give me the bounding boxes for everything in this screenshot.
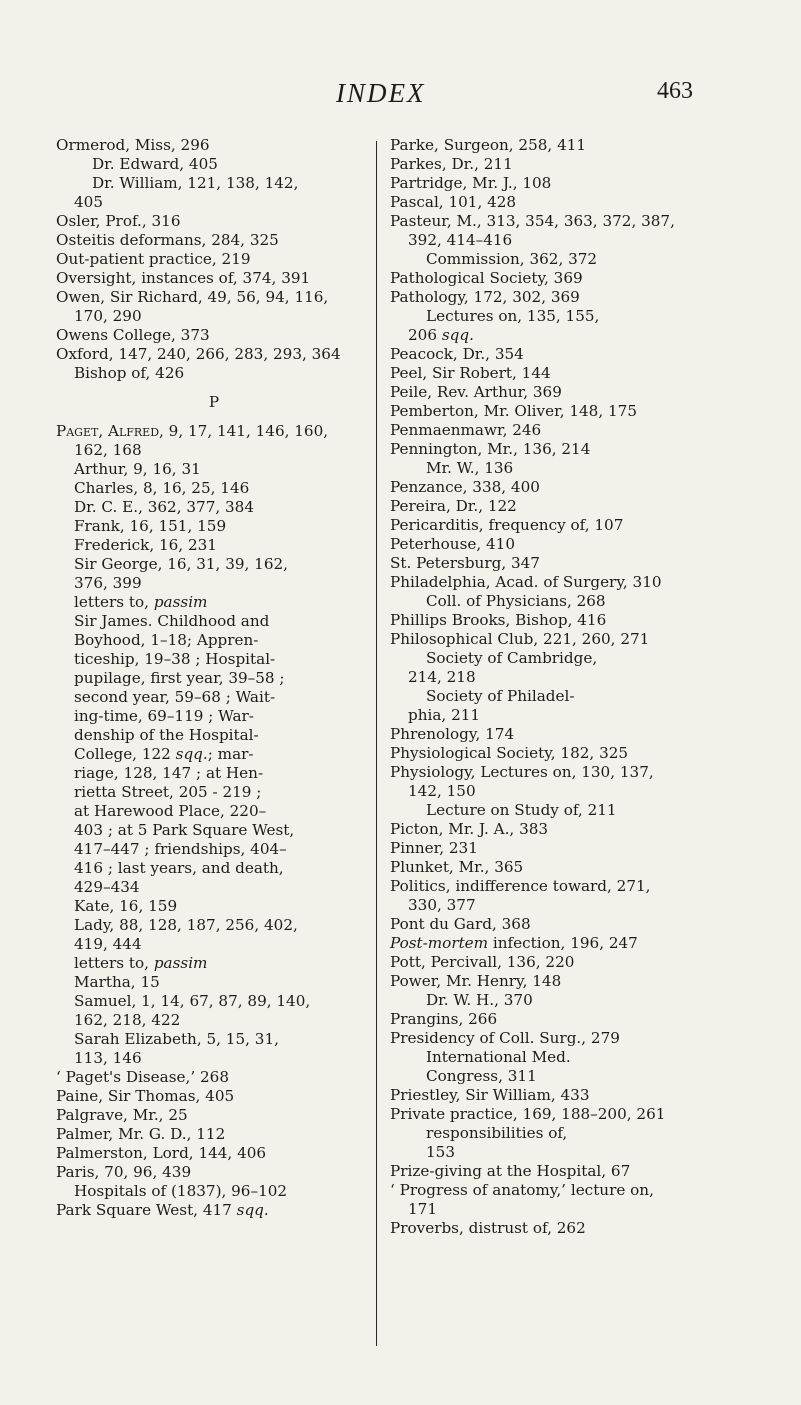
index-continuation: 376, 399	[74, 574, 142, 592]
entry-text: 206	[408, 326, 442, 344]
index-continuation: 330, 377	[408, 896, 476, 914]
index-entry	[56, 1201, 372, 1220]
index-entry: Phillips Brooks, Bishop, 416	[390, 611, 607, 629]
index-entry: Plunket, Mr., 365	[390, 858, 524, 876]
index-continuation: 429–434	[74, 878, 140, 896]
index-continuation: Boyhood, 1–18; Appren-	[74, 631, 259, 649]
entry-italic: passim	[153, 593, 208, 611]
index-continuation	[390, 326, 726, 345]
column-divider	[376, 141, 377, 1346]
index-entry: Palmerston, Lord, 144, 406	[56, 1144, 267, 1162]
index-entry: Pinner, 231	[390, 839, 478, 857]
index-continuation: 416 ; last years, and death,	[74, 859, 284, 877]
index-entry: Peacock, Dr., 354	[390, 345, 524, 363]
index-entry: Private practice, 169, 188–200, 261	[390, 1105, 666, 1123]
index-entry: Partridge, Mr. J., 108	[390, 174, 552, 192]
index-continuation: 113, 146	[74, 1049, 142, 1067]
index-continuation: 214, 218	[408, 668, 476, 686]
index-subentry: Society of Cambridge,	[426, 649, 598, 667]
index-subentry: Sir James. Childhood and	[74, 612, 270, 630]
index-entry: Prangins, 266	[390, 1010, 498, 1028]
index-entry: Pemberton, Mr. Oliver, 148, 175	[390, 402, 637, 420]
index-entry: Priestley, Sir William, 433	[390, 1086, 590, 1104]
index-continuation: 403 ; at 5 Park Square West,	[74, 821, 295, 839]
index-continuation: 417–447 ; friendships, 404–	[74, 840, 287, 858]
index-entry: Osler, Prof., 316	[56, 212, 181, 230]
index-entry	[56, 422, 372, 441]
index-continuation: second year, 59–68 ; Wait-	[74, 688, 276, 706]
index-entry: Philosophical Club, 221, 260, 271	[390, 630, 650, 648]
index-subentry: Commission, 362, 372	[426, 250, 598, 268]
index-continuation: 392, 414–416	[408, 231, 513, 249]
index-entry: St. Petersburg, 347	[390, 554, 540, 572]
entry-italic: sqq.	[236, 1201, 269, 1219]
index-continuation: ticeship, 19–38 ; Hospital-	[74, 650, 276, 668]
index-subentry: Samuel, 1, 14, 67, 87, 89, 140,	[74, 992, 311, 1010]
index-entry: Parke, Surgeon, 258, 411	[390, 136, 587, 154]
index-subentry: Dr. Edward, 405	[92, 155, 218, 173]
index-entry: Osteitis deformans, 284, 325	[56, 231, 279, 249]
index-subentry: Lecture on Study of, 211	[426, 801, 617, 819]
index-entry: Phrenology, 174	[390, 725, 515, 743]
index-entry: Pennington, Mr., 136, 214	[390, 440, 591, 458]
index-subentry: Frederick, 16, 231	[74, 536, 217, 554]
entry-italic: sqq.	[175, 745, 208, 763]
index-entry: Pereira, Dr., 122	[390, 497, 517, 515]
entry-pages: 9, 17, 141, 146, 160,	[163, 422, 329, 440]
index-entry: Owens College, 373	[56, 326, 210, 344]
index-subentry	[56, 954, 372, 973]
index-entry: Proverbs, distrust of, 262	[390, 1219, 586, 1237]
index-continuation: phia, 211	[408, 706, 481, 724]
index-entry: Picton, Mr. J. A., 383	[390, 820, 549, 838]
index-entry: Paine, Sir Thomas, 405	[56, 1087, 235, 1105]
page-number: 463	[657, 78, 693, 104]
index-entry: Philadelphia, Acad. of Surgery, 310	[390, 573, 662, 591]
index-entry: Power, Mr. Henry, 148	[390, 972, 562, 990]
index-entry: Politics, indifference toward, 271,	[390, 877, 651, 895]
index-subentry: Dr. C. E., 362, 377, 384	[74, 498, 255, 516]
index-entry: Pascal, 101, 428	[390, 193, 517, 211]
index-continuation: 142, 150	[408, 782, 476, 800]
index-entry: Out-patient practice, 219	[56, 250, 251, 268]
entry-italic: passim	[153, 954, 208, 972]
entry-text: letters to,	[74, 593, 154, 611]
index-continuation: Congress, 311	[426, 1067, 537, 1085]
entry-text: infection, 196, 247	[488, 934, 638, 952]
index-subentry: Kate, 16, 159	[74, 897, 178, 915]
index-subentry: responsibilities of,	[426, 1124, 568, 1142]
index-entry: Physiological Society, 182, 325	[390, 744, 629, 762]
index-continuation: 419, 444	[74, 935, 142, 953]
index-subentry	[56, 593, 372, 612]
index-continuation: pupilage, first year, 39–58 ;	[74, 669, 285, 687]
page-header	[0, 78, 801, 118]
index-entry: Pathological Society, 369	[390, 269, 583, 287]
index-entry: Pasteur, M., 313, 354, 363, 372, 387,	[390, 212, 675, 230]
index-entry: Oversight, instances of, 374, 391	[56, 269, 311, 287]
index-entry: Prize-giving at the Hospital, 67	[390, 1162, 631, 1180]
index-entry: Oxford, 147, 240, 266, 283, 293, 364	[56, 345, 341, 363]
index-continuation: at Harewood Place, 220–	[74, 802, 267, 820]
entry-heading-smallcaps: Paget, Alfred,	[56, 422, 164, 440]
index-entry: Presidency of Coll. Surg., 279	[390, 1029, 620, 1047]
index-entry: Paris, 70, 96, 439	[56, 1163, 192, 1181]
index-continuation: ing-time, 69–119 ; War-	[74, 707, 254, 725]
index-entry: Peterhouse, 410	[390, 535, 516, 553]
index-entry: Parkes, Dr., 211	[390, 155, 513, 173]
index-continuation: 162, 168	[74, 441, 142, 459]
index-entry: Pott, Percivall, 136, 220	[390, 953, 575, 971]
index-subentry: Arthur, 9, 16, 31	[74, 460, 201, 478]
index-column-right	[390, 136, 726, 1238]
index-subentry: Martha, 15	[74, 973, 160, 991]
index-continuation: 162, 218, 422	[74, 1011, 181, 1029]
running-head: INDEX	[336, 78, 426, 108]
index-entry: Physiology, Lectures on, 130, 137,	[390, 763, 654, 781]
entry-text: ; mar-	[207, 745, 254, 763]
index-entry: Ormerod, Miss, 296	[56, 136, 210, 154]
entry-italic: sqq.	[441, 326, 474, 344]
index-entry: Pathology, 172, 302, 369	[390, 288, 580, 306]
index-entry	[390, 934, 726, 953]
index-entry: Peile, Rev. Arthur, 369	[390, 383, 562, 401]
index-subentry: Dr. W. H., 370	[426, 991, 533, 1009]
entry-italic: Post-mortem	[390, 934, 489, 952]
entry-text: letters to,	[74, 954, 154, 972]
index-entry: Penzance, 338, 400	[390, 478, 540, 496]
index-subentry: Lectures on, 135, 155,	[426, 307, 600, 325]
index-entry: Pont du Gard, 368	[390, 915, 531, 933]
index-continuation: 405	[74, 193, 103, 211]
index-continuation: denship of the Hospital-	[74, 726, 259, 744]
index-continuation	[56, 745, 372, 764]
index-entry: ‘ Paget's Disease,’ 268	[56, 1068, 229, 1086]
index-entry: ‘ Progress of anatomy,’ lecture on,	[390, 1181, 654, 1199]
section-letter-p: P	[208, 393, 220, 411]
index-subentry: Lady, 88, 128, 187, 256, 402,	[74, 916, 298, 934]
index-continuation: rietta Street, 205 - 219 ;	[74, 783, 262, 801]
index-entry: Palgrave, Mr., 25	[56, 1106, 188, 1124]
index-subentry: Mr. W., 136	[426, 459, 514, 477]
index-subentry: Dr. William, 121, 138, 142,	[92, 174, 299, 192]
index-subentry: Sarah Elizabeth, 5, 15, 31,	[74, 1030, 279, 1048]
index-subentry: Charles, 8, 16, 25, 146	[74, 479, 250, 497]
index-subentry: Frank, 16, 151, 159	[74, 517, 227, 535]
index-subentry: Coll. of Physicians, 268	[426, 592, 606, 610]
index-subentry: Bishop of, 426	[74, 364, 185, 382]
index-subentry: International Med.	[426, 1048, 571, 1066]
index-entry: Owen, Sir Richard, 49, 56, 94, 116,	[56, 288, 329, 306]
index-entry: Peel, Sir Robert, 144	[390, 364, 551, 382]
index-entry: Pericarditis, frequency of, 107	[390, 516, 624, 534]
index-continuation: 171	[408, 1200, 437, 1218]
index-continuation: 153	[426, 1143, 455, 1161]
index-continuation: riage, 128, 147 ; at Hen-	[74, 764, 264, 782]
index-entry: Penmaenmawr, 246	[390, 421, 542, 439]
index-subentry: Hospitals of (1837), 96–102	[74, 1182, 288, 1200]
entry-text: Park Square West, 417	[56, 1201, 237, 1219]
index-column-left	[56, 136, 372, 1220]
index-continuation: 170, 290	[74, 307, 142, 325]
index-subentry: Sir George, 16, 31, 39, 162,	[74, 555, 288, 573]
index-entry: Palmer, Mr. G. D., 112	[56, 1125, 226, 1143]
index-subentry: Society of Philadel-	[426, 687, 575, 705]
entry-text: College, 122	[74, 745, 176, 763]
